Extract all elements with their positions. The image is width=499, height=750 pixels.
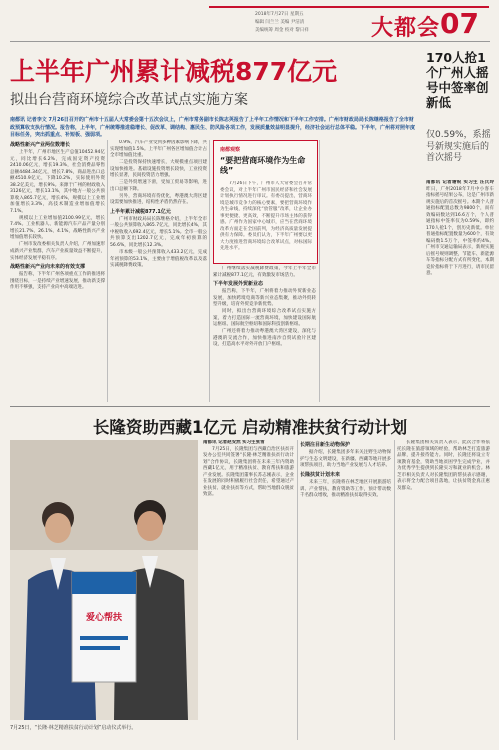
lead-col2-paragraph: 市本级一般公共预算收入433.2亿元，完成年初预算的53.1%，主要由于增值税改革以及落实减税降费政策。 (110, 249, 207, 269)
date-line: 2018年7月27日 星期五 (255, 12, 304, 17)
lead-col1-paragraph: 广州市发改委相关负责人介绍，广州加速形成新兴产业集群，汽车产业质量效益不断提升，实体经济发展平稳有序。 (10, 242, 105, 261)
sidebar-byline: 南都讯 记者谢锐 实习生 汪氏玲 (426, 180, 494, 185)
story2-photo (10, 440, 198, 720)
section-title: 大都会 (371, 16, 441, 41)
lead-col3-paragraph: 同时，拟出台营商环境综合改革试点实施方案，着力打造国际一流营商环境，加快建设国际航运枢纽、国际航空枢纽和国际科技创新枢纽。 (213, 309, 316, 328)
lead-col3-paragraph: 广州继续落实减税降费政策，今年上半年全市累计减税877.1亿元，有效激发市场活力。 (213, 266, 316, 278)
story2-column-2 (300, 440, 391, 740)
lead-col2-paragraph: 三是外贸增速下滑，受加工贸易等影响，进出口总额下降。 (110, 180, 207, 192)
mid-divider (10, 406, 490, 407)
lead-col2-subhead: 上半年累计减税877.1亿元 (110, 208, 171, 215)
story2-divider-1 (297, 440, 298, 740)
story2-body: 7月25日，长隆集团与西藏自治区扶贫开发办公室共同签署“长隆·林芝精准扶贫行动计划”合作协议，长隆集团将在未来三年内资助西藏1亿元，用于精准扶贫、教育帮扶和旅游产业发展。长隆集团董事长苏志刚表示，企业在发展的同时积极履行社会责任，希望通过产业扶贫、就业扶贫等方式，帮助当地群众脱贫致富。 (203, 446, 294, 498)
story2-body-3: 未来三年，长隆将在林芝地区开展旅游培训、产业帮扶、教育资助等工作，预计带动数千名群众增收，推动精准扶贫取得实效。 (300, 480, 391, 499)
header-divider (10, 41, 490, 42)
lead-column-2 (110, 140, 207, 402)
editorial-label: 南都观察 (220, 147, 241, 153)
lead-col1-paragraph: 上半年，广州市地区生产总值10452.94亿元，同比增长6.2%，完成固定资产投资2410.06亿元，增长19.3%，社会消费品零售总额4484.34亿元，增长7.8%，商品进出口总额4510.9亿元，下降10.2%，实际使用外资38.2亿美元，增长9%。来源于广州的财政收入3126亿元，增长13.1%，其中地方一般公共预算收入865.7亿元，增长4%，规模以上工业增加值增长3.3%，高技术制造业增加值增长7.1%。 (10, 150, 105, 214)
story2-body-4: 长隆集团相关负责人表示，此次合作将依托长隆在旅游领域的经验，帮助林芝打造旅游品牌，提升接待能力。同时，长隆还将设立专项教育基金，资助当地贫困学生完成学业，并为优秀学生提供到长隆实习和就业的机会。林芝市相关负责人对长隆集团的帮扶表示感谢，表示将全力配合项目落地，让扶贫资金真正惠及群众。 (397, 440, 490, 491)
column-divider-3 (319, 140, 320, 402)
photo-caption: 7月25日，“长隆·林芝精准扶贫行动计划”启动仪式举行。 (10, 725, 137, 731)
story2-column-3 (397, 440, 490, 740)
story2-divider-2 (394, 440, 395, 740)
page-number: 07 (440, 7, 479, 40)
lead-intro-tail: 报告称，上半年，广州统筹推进稳增长、促改革、调结构、惠民生、防风险各项工作，发展质量效益明显提升，经济社会运行总体平稳。下半年，广州将对照年度目标任务，突出抓重点、补短板、强弱项。 (10, 124, 416, 138)
lead-col1-paragraph: 规模以上工业增加值2100.99亿元，增长7.4%。工业机器人、新能源汽车产品产量分别增长21.7%、26.1%、4.1%，战略性新兴产业增加值增长较快。 (10, 215, 105, 241)
editor-line-1: 编辑 闫兰兰 美编 尹洁清 (255, 20, 305, 25)
column-divider-2 (209, 140, 210, 402)
lead-col3-paragraph: 广州还将着力推动粤港澳大湾区建设，深化与港澳的交流合作，加快推进南沙自贸试验片区建设，打造高水平对外开放门户枢纽。 (213, 329, 316, 348)
story2-column-1 (203, 440, 294, 740)
lead-column-3 (213, 266, 316, 402)
story2-sub-1: 长期注目新生动物保护 (300, 442, 351, 448)
story2-body-2: 据介绍，长隆集团多年来关注野生动物保护与生态文明建设，在新疆、西藏等地开展多项帮扶项目，助力当地产业发展与人才培养。 (300, 450, 391, 469)
lead-col3-subhead: 下半年发展外贸新业态 (213, 281, 264, 288)
lead-col1-subhead: 战略性新兴产业向未来的有效支撑 (10, 264, 86, 271)
sidebar-headline: 170人抢1个广州人摇号中签率创新低 (426, 50, 489, 110)
sidebar-text: 昨日，广州2018年7月中小客车指标摇号结果公布，这是广州市新规实施后的首次摇号。本期个人普通指标配置总数为9800个，而有效编码数达到16.6万个，个人普通指标中签率仅为0.59%，即约170人抢1个，创历史新低。单位普通指标配置数量为600个，有效编码数1.5万个，中签率约4%。广州市交通运输局表示，新规实施后摇号规则调整，节能车、新能源车等指标分配方式有所变化，本期竞价指标将于下月进行，请市民留意。 (426, 186, 494, 277)
story2-byline: 南都讯 记者赵安然 实习生张雪 (203, 440, 265, 445)
editor-line-2: 美编统筹 周金 校对 黎日祥 (255, 28, 309, 33)
lead-col2-paragraph: 另外，营商环境有待优化，粤港澳大湾区建设需要加快推进，结构性矛盾仍然存在。 (110, 193, 207, 206)
lead-subhead: 拟出台营商环境综合改革试点实施方案 (10, 92, 248, 108)
sidebar-body (426, 180, 494, 402)
lead-col2-paragraph: 0.9%，汽车产业受到多种因素影响下降，共实现增加值1.5%。上半年广州各区增加值合计占全市增加值比重。 (110, 140, 207, 159)
lead-col2-paragraph: 广州市财政局局长陈继格介绍，上半年全市一般公共预算收入865.7亿元，同比增长4%，其中税收收入692.4亿元，增长5.1%。全市一般公共预算支出1202.7亿元，完成年初预算的56.6%，同比增长12.3%。 (110, 216, 207, 248)
lead-byline (10, 117, 418, 140)
lead-col1-paragraph: 报告称，下半年广州各项重点工作的推进将围绕目标，一是持续产业增速发展，推动新支撑作用不够强，支持产业向中高端迈进。 (10, 272, 105, 291)
editorial-body: 7月26日下午，广州市人大常委会召开常委会议，对上半年广州市国民经济和社会发展计划执行情况进行审议。有委员提出，营商环境是城市竞争力的核心要素，要把营商环境作为生命线，持续深化“放管服”改革，让企业办事更便捷、更高效，不断提升市场主体的获得感。广州作为国家中心城市，应当在营商环境改革方面走在全国前列，为经济高质量发展提供有力保障。委员们认为，下半年广州要以更大力度推进营商环境综合改革试点，对标国际先进水平。 (220, 181, 312, 252)
sidebar-subhead: 仅0.59%，系摇号新规实施后的首次摇号 (426, 130, 491, 164)
story2-sub-2: 长隆扶贫计划未来 (300, 471, 341, 478)
lead-headline: 上半年广州累计减税877亿元 (10, 57, 338, 86)
lead-col3-paragraph: 报告称，下半年，广州将着力推动外贸新业态发展，加快跨境电商等新兴业态集聚，推动外贸转型升级，培育外贸竞争新优势。 (213, 289, 316, 308)
story2-headline: 长隆资助西藏1亿元 启动精准扶贫行动计划 (92, 418, 408, 437)
photo-illustration (10, 440, 198, 720)
editorial-title: “要把营商环境作为生命线” (220, 156, 306, 176)
editorial-box (213, 140, 318, 264)
lead-col1-subhead: 战略性新兴产业两位数增长 (10, 142, 71, 148)
lead-col2-paragraph: 二是投资保持快速增长，大规模重点项目建设加快推进。基础设施投资增长较快，工业投资增长显著，民间投资活力增强。 (110, 160, 207, 179)
sidebar-col-b (324, 140, 421, 402)
photo-board-label: 爱心帮扶 (85, 613, 122, 623)
lead-column-1 (10, 140, 105, 402)
column-divider-1 (107, 140, 108, 402)
lead-byline-text: 南都讯 记者李文 7月26日召开的广州市十五届人大常委会第十五次会议上，广州市常务副市长陈志英报告了上半年工作情况和下半年工作安排。广州市财政局局长陈继格报告了全市财政预算收支执行情况。 (10, 117, 414, 131)
